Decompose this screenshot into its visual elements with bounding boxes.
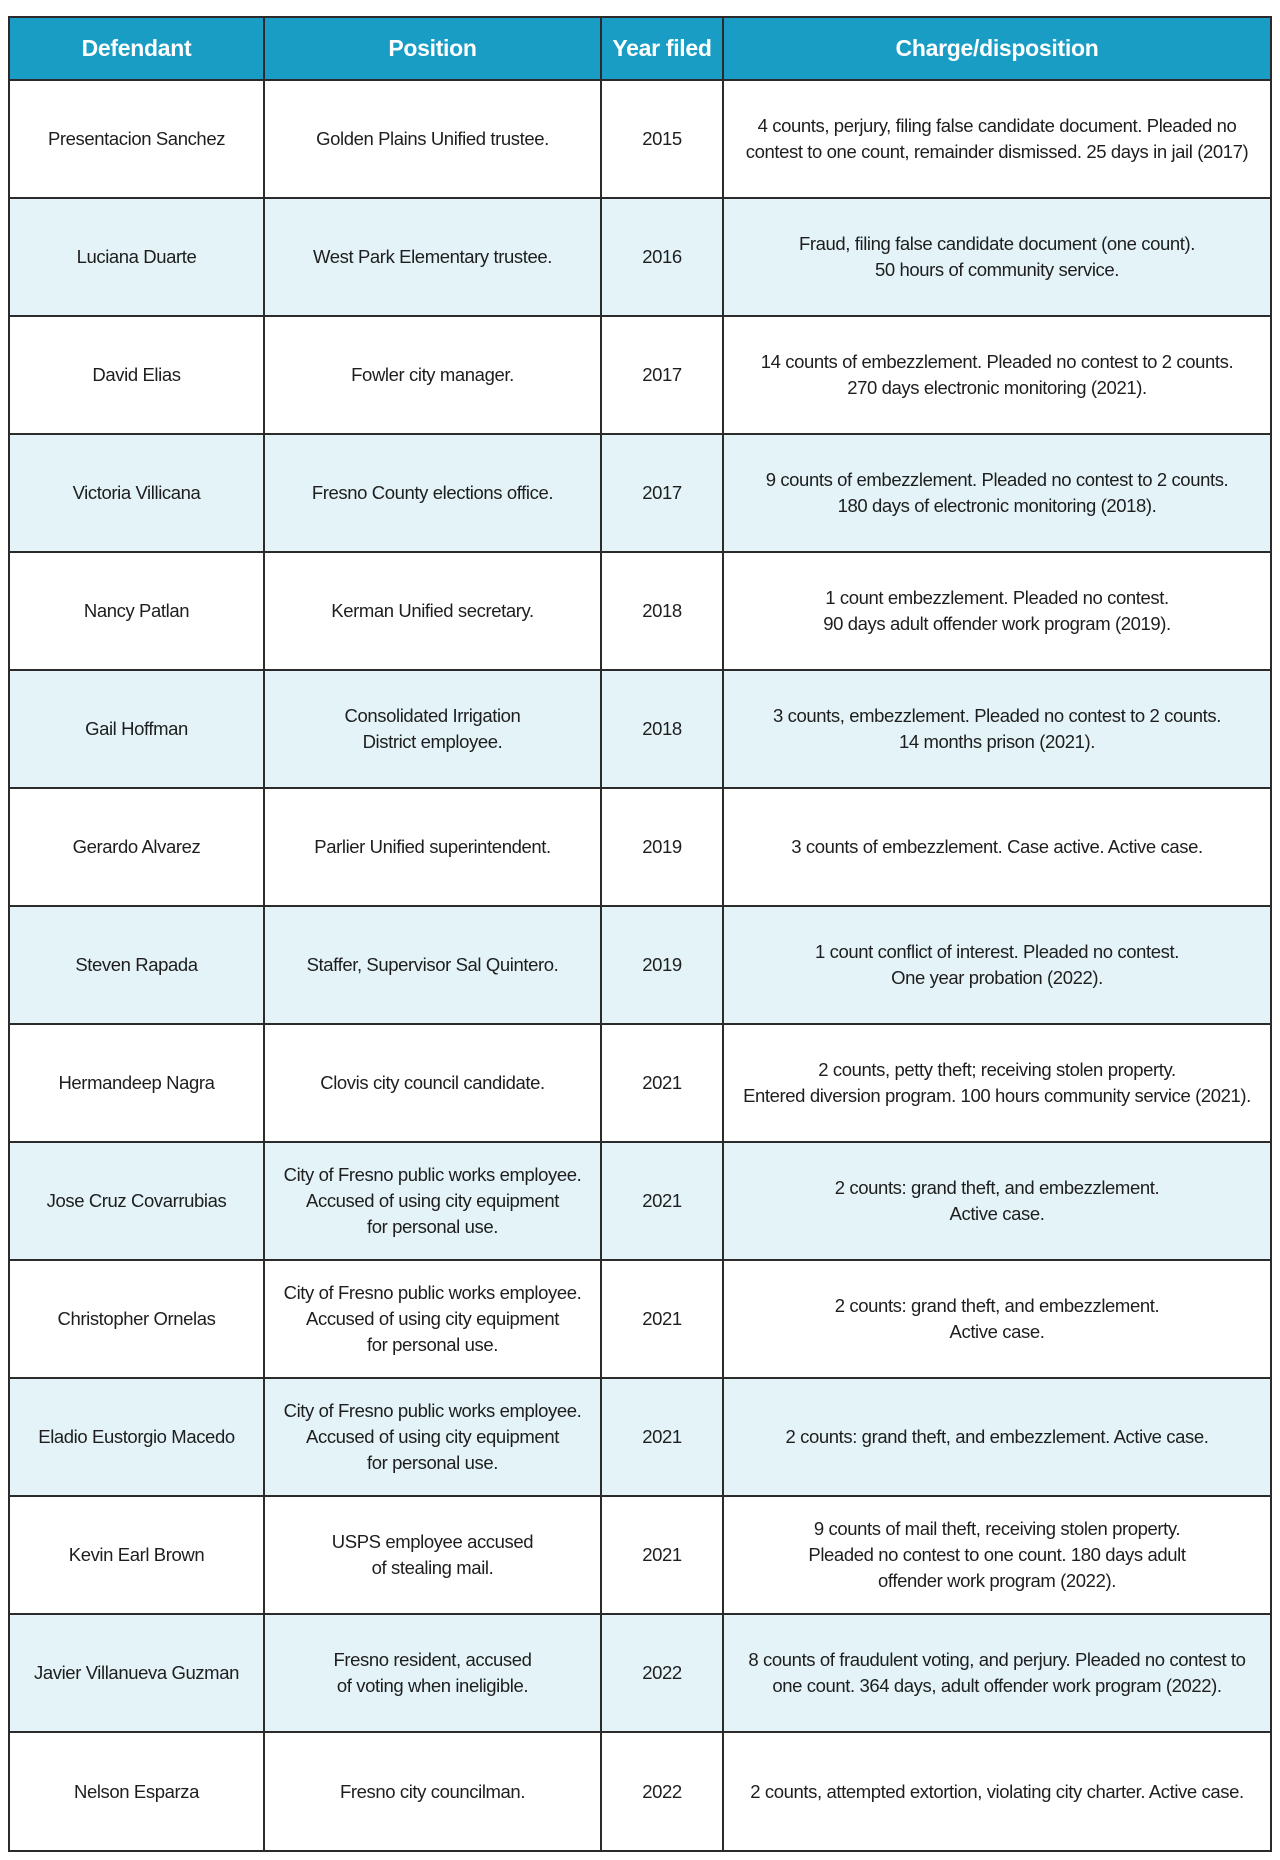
- position-line: Fresno resident, accused: [333, 1649, 532, 1670]
- position-line: West Park Elementary trustee.: [313, 246, 552, 267]
- cell-charge-disposition: [723, 1378, 1270, 1496]
- cell-defendant: [10, 316, 264, 434]
- cell-defendant: [10, 788, 264, 906]
- year-filed-value: 2017: [642, 364, 682, 385]
- cell-position: [264, 552, 601, 670]
- cases-table: [10, 18, 1270, 1850]
- defendant-name: Hermandeep Nagra: [58, 1072, 215, 1093]
- charge-line: 270 days electronic monitoring (2021).: [847, 377, 1147, 398]
- cell-charge-disposition: [723, 670, 1270, 788]
- cell-year-filed: [601, 670, 723, 788]
- table-row: [10, 906, 1270, 1024]
- cell-year-filed: [601, 316, 723, 434]
- position-line: Fowler city manager.: [351, 364, 514, 385]
- year-filed-value: 2016: [642, 246, 682, 267]
- table-header-row: [10, 18, 1270, 80]
- position-line: Accused of using city equipment: [306, 1308, 559, 1329]
- charge-line: Active case.: [949, 1321, 1045, 1342]
- cell-position: [264, 316, 601, 434]
- position-line: City of Fresno public works employee.: [283, 1164, 582, 1185]
- cell-year-filed: [601, 788, 723, 906]
- year-filed-value: 2017: [642, 482, 682, 503]
- charge-line: 1 count conflict of interest. Pleaded no contest.: [815, 941, 1179, 962]
- charge-line: 3 counts, embezzlement. Pleaded no contest to 2 counts.: [773, 705, 1221, 726]
- cell-defendant: [10, 552, 264, 670]
- year-filed-value: 2021: [642, 1308, 682, 1329]
- charge-line: contest to one count, remainder dismissed. 25 days in jail (2017): [745, 141, 1249, 162]
- charge-line: 1 count embezzlement. Pleaded no contest.: [825, 587, 1169, 608]
- year-filed-value: 2021: [642, 1544, 682, 1565]
- cell-position: [264, 1260, 601, 1378]
- cell-defendant: [10, 1378, 264, 1496]
- cell-year-filed: [601, 1260, 723, 1378]
- position-line: Accused of using city equipment: [306, 1190, 559, 1211]
- position-line: of voting when ineligible.: [336, 1675, 529, 1696]
- cell-charge-disposition: [723, 316, 1270, 434]
- header-charge-disposition: Charge/disposition: [723, 18, 1270, 80]
- cell-defendant: [10, 1614, 264, 1732]
- year-filed-value: 2022: [642, 1780, 682, 1802]
- charge-line: 90 days adult offender work program (2019).: [823, 613, 1171, 634]
- charge-line: 50 hours of community service.: [874, 259, 1120, 280]
- charge-line: 8 counts of fraudulent voting, and perjury. Pleaded no contest to: [748, 1649, 1246, 1670]
- cell-charge-disposition: [723, 198, 1270, 316]
- defendant-name: Victoria Villicana: [72, 482, 201, 503]
- table-row: [10, 1142, 1270, 1260]
- cell-defendant: [10, 906, 264, 1024]
- charge-line: 9 counts of mail theft, receiving stolen property.: [813, 1518, 1181, 1539]
- year-filed-value: 2019: [642, 836, 682, 857]
- defendant-name: Nelson Esparza: [74, 1780, 199, 1802]
- defendant-name: Christopher Ornelas: [57, 1308, 216, 1329]
- position-line: Fresno County elections office.: [311, 482, 554, 503]
- cell-year-filed: [601, 1142, 723, 1260]
- cell-position: [264, 1732, 601, 1850]
- cell-charge-disposition: [723, 80, 1270, 198]
- cell-year-filed: [601, 1378, 723, 1496]
- position-line: Accused of using city equipment: [306, 1426, 559, 1447]
- cell-position: [264, 1496, 601, 1614]
- charge-line: One year probation (2022).: [891, 967, 1103, 988]
- position-line: Golden Plains Unified trustee.: [316, 128, 549, 149]
- charge-line: 14 counts of embezzlement. Pleaded no contest to 2 counts.: [760, 351, 1234, 372]
- defendant-name: Nancy Patlan: [83, 600, 190, 621]
- cell-charge-disposition: [723, 1496, 1270, 1614]
- charge-line: 2 counts: grand theft, and embezzlement.: [834, 1177, 1160, 1198]
- defendant-name: Presentacion Sanchez: [47, 128, 226, 149]
- cell-year-filed: [601, 1732, 723, 1850]
- cell-year-filed: [601, 1496, 723, 1614]
- year-filed-value: 2021: [642, 1426, 682, 1447]
- cell-defendant: [10, 670, 264, 788]
- year-filed-value: 2021: [642, 1190, 682, 1211]
- cell-charge-disposition: [723, 1732, 1270, 1850]
- cell-position: [264, 1378, 601, 1496]
- position-line: Consolidated Irrigation: [344, 705, 521, 726]
- defendant-name: Jose Cruz Covarrubias: [46, 1190, 227, 1211]
- position-line: USPS employee accused: [331, 1531, 534, 1552]
- defendant-name: Gerardo Alvarez: [72, 836, 201, 857]
- charge-line: 4 counts, perjury, filing false candidate document. Pleaded no: [757, 115, 1237, 136]
- year-filed-value: 2021: [642, 1072, 682, 1093]
- defendant-name: Eladio Eustorgio Macedo: [38, 1426, 235, 1447]
- cell-charge-disposition: [723, 552, 1270, 670]
- defendant-name: Steven Rapada: [75, 954, 198, 975]
- table-row: [10, 1260, 1270, 1378]
- cell-charge-disposition: [723, 1142, 1270, 1260]
- cell-charge-disposition: [723, 434, 1270, 552]
- position-line: Staffer, Supervisor Sal Quintero.: [306, 954, 559, 975]
- cell-year-filed: [601, 434, 723, 552]
- position-line: for personal use.: [366, 1216, 498, 1237]
- header-position: Position: [264, 18, 601, 80]
- cell-position: [264, 80, 601, 198]
- cell-position: [264, 1142, 601, 1260]
- defendant-name: Luciana Duarte: [76, 246, 197, 267]
- table-row: [10, 552, 1270, 670]
- year-filed-value: 2019: [642, 954, 682, 975]
- cell-charge-disposition: [723, 1614, 1270, 1732]
- cell-defendant: [10, 1142, 264, 1260]
- position-line: Parlier Unified superintendent.: [314, 836, 551, 857]
- cell-defendant: [10, 1024, 264, 1142]
- charge-line: 9 counts of embezzlement. Pleaded no contest to 2 counts.: [765, 469, 1229, 490]
- charge-line: 14 months prison (2021).: [898, 731, 1096, 752]
- cell-position: [264, 1614, 601, 1732]
- cell-year-filed: [601, 1614, 723, 1732]
- position-line: Clovis city council candidate.: [320, 1072, 545, 1093]
- cell-defendant: [10, 1260, 264, 1378]
- charge-line: offender work program (2022).: [878, 1570, 1116, 1591]
- cell-year-filed: [601, 198, 723, 316]
- cell-defendant: [10, 1496, 264, 1614]
- cell-defendant: [10, 434, 264, 552]
- position-line: for personal use.: [366, 1334, 498, 1355]
- table-row: [10, 198, 1270, 316]
- cell-charge-disposition: [723, 906, 1270, 1024]
- position-line: Fresno city councilman.: [339, 1780, 526, 1802]
- table-row: [10, 1496, 1270, 1614]
- table-body: [10, 80, 1270, 1850]
- year-filed-value: 2018: [642, 600, 682, 621]
- charge-line: one count. 364 days, adult offender work program (2022).: [772, 1675, 1222, 1696]
- table-row: [10, 80, 1270, 198]
- table-row: [10, 1614, 1270, 1732]
- cell-position: [264, 788, 601, 906]
- cell-position: [264, 198, 601, 316]
- cell-defendant: [10, 1732, 264, 1850]
- table-row: [10, 1024, 1270, 1142]
- charge-line: Active case.: [949, 1203, 1045, 1224]
- position-line: for personal use.: [366, 1452, 498, 1473]
- charge-line: 2 counts: grand theft, and embezzlement.: [834, 1295, 1160, 1316]
- charge-line: 3 counts of embezzlement. Case active. Active case.: [791, 836, 1203, 857]
- charge-line: 2 counts, attempted extortion, violating city charter. Active case.: [750, 1780, 1244, 1802]
- cell-year-filed: [601, 1024, 723, 1142]
- year-filed-value: 2018: [642, 718, 682, 739]
- defendant-name: Javier Villanueva Guzman: [34, 1662, 239, 1683]
- cases-table-container: [8, 16, 1272, 1852]
- charge-line: Fraud, filing false candidate document (one count).: [798, 233, 1196, 254]
- defendant-name: David Elias: [92, 364, 181, 385]
- position-line: City of Fresno public works employee.: [283, 1400, 582, 1421]
- cell-charge-disposition: [723, 1024, 1270, 1142]
- cell-defendant: [10, 80, 264, 198]
- defendant-name: Gail Hoffman: [85, 718, 188, 739]
- charge-line: 2 counts: grand theft, and embezzlement. Active case.: [785, 1426, 1209, 1447]
- header-defendant: Defendant: [10, 18, 264, 80]
- defendant-name: Kevin Earl Brown: [68, 1544, 205, 1565]
- year-filed-value: 2022: [642, 1662, 682, 1683]
- header-year-filed: Year filed: [601, 18, 723, 80]
- cell-charge-disposition: [723, 788, 1270, 906]
- position-line: Kerman Unified secretary.: [331, 600, 534, 621]
- table-row: [10, 1378, 1270, 1496]
- cell-position: [264, 906, 601, 1024]
- cell-year-filed: [601, 552, 723, 670]
- charge-line: 2 counts, petty theft; receiving stolen property.: [818, 1059, 1176, 1080]
- cell-year-filed: [601, 906, 723, 1024]
- position-line: City of Fresno public works employee.: [283, 1282, 582, 1303]
- cell-position: [264, 434, 601, 552]
- year-filed-value: 2015: [642, 128, 682, 149]
- position-line: of stealing mail.: [371, 1557, 494, 1578]
- cell-charge-disposition: [723, 1260, 1270, 1378]
- cell-position: [264, 1024, 601, 1142]
- position-line: District employee.: [362, 731, 503, 752]
- table-row: [10, 1732, 1270, 1850]
- cell-year-filed: [601, 80, 723, 198]
- table-row: [10, 670, 1270, 788]
- cell-position: [264, 670, 601, 788]
- table-row: [10, 434, 1270, 552]
- charge-line: Entered diversion program. 100 hours community service (2021).: [743, 1085, 1251, 1106]
- cell-defendant: [10, 198, 264, 316]
- charge-line: Pleaded no contest to one count. 180 days adult: [808, 1544, 1186, 1565]
- table-row: [10, 316, 1270, 434]
- charge-line: 180 days of electronic monitoring (2018).: [837, 495, 1157, 516]
- table-row: [10, 788, 1270, 906]
